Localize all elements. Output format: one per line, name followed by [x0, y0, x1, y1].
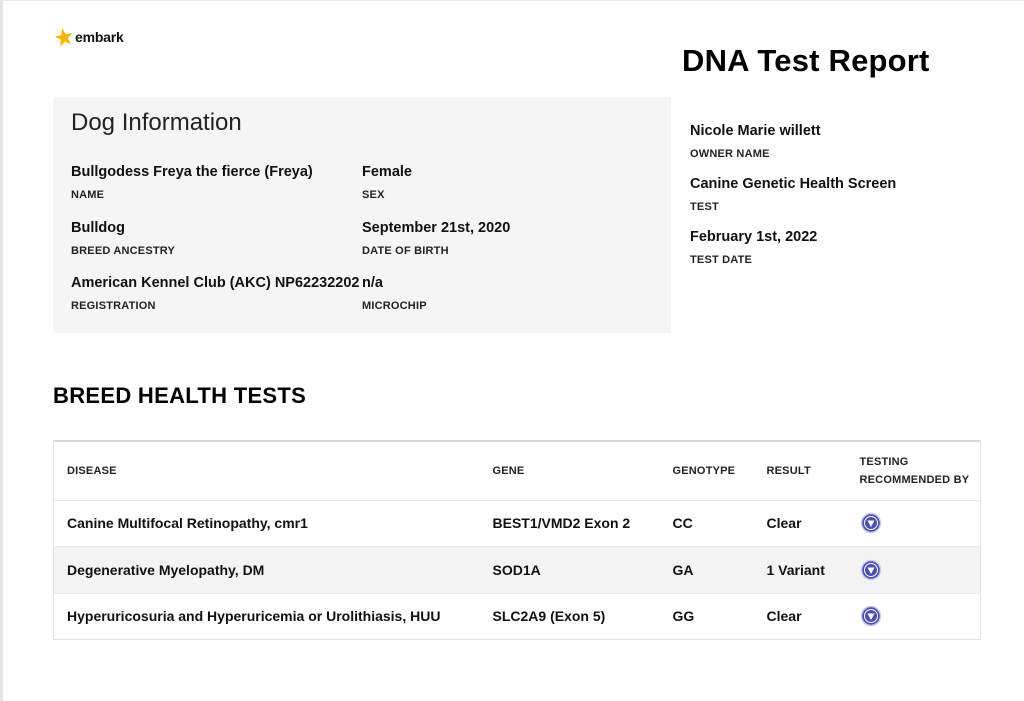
recommended-by-column-header: [860, 441, 981, 500]
test-date-field: [690, 229, 896, 266]
test-value: Canine Genetic Health Screen: [690, 176, 897, 192]
table-row: [54, 500, 981, 547]
registration-label: REGISTRATION: [71, 300, 156, 312]
recommended-by-cell: [860, 500, 981, 547]
breed-ancestry-field: [71, 220, 175, 257]
org-badge-icon: [860, 559, 882, 581]
registration-field: [71, 275, 360, 312]
table-row: [54, 547, 981, 594]
recommended-by-cell: [860, 593, 981, 640]
sex-value: Female: [362, 164, 412, 180]
disease-cell: Degenerative Myelopathy, DM: [54, 547, 493, 594]
genotype-cell: CC: [673, 500, 767, 547]
sex-label: SEX: [362, 189, 385, 201]
test-date-label: TEST DATE: [690, 254, 753, 266]
recommended-by-line1: TESTING: [859, 455, 909, 468]
dog-information-title: Dog Information: [71, 109, 242, 136]
disease-column-header: DISEASE: [54, 441, 493, 500]
disease-cell: Canine Multifocal Retinopathy, cmr1: [54, 500, 493, 547]
dog-name-label: NAME: [71, 189, 105, 201]
microchip-value: n/a: [362, 275, 383, 291]
breed-health-tests-title: BREED HEALTH TESTS: [53, 383, 307, 408]
registration-value: American Kennel Club (AKC) NP62232202: [71, 275, 360, 291]
microchip-label: MICROCHIP: [362, 300, 427, 312]
test-date-value: February 1st, 2022: [690, 229, 818, 245]
dog-name-value: Bullgodess Freya the fierce (Freya): [71, 164, 313, 180]
dog-name-field: [71, 164, 313, 201]
date-of-birth-value: September 21st, 2020: [362, 220, 511, 236]
embark-logo: [54, 27, 124, 47]
gene-cell: SOD1A: [493, 547, 673, 594]
owner-name-value: Nicole Marie willett: [690, 123, 821, 139]
org-badge-icon: [860, 605, 882, 627]
table-row: [54, 593, 981, 640]
logo-text: embark: [75, 29, 124, 45]
date-of-birth-field: [362, 220, 510, 257]
sex-field: [362, 164, 412, 201]
genotype-cell: GA: [673, 547, 767, 594]
owner-name-label: OWNER NAME: [690, 148, 770, 160]
microchip-field: [362, 275, 427, 312]
dog-information-panel: [53, 97, 671, 333]
gene-cell: BEST1/VMD2 Exon 2: [493, 500, 673, 547]
disease-cell: Hyperuricosuria and Hyperuricemia or Urolithiasis, HUU: [54, 593, 493, 640]
genotype-column-header: GENOTYPE: [673, 441, 767, 500]
star-icon: [54, 27, 74, 47]
test-field: [690, 176, 896, 213]
table-header-row: [54, 441, 981, 500]
result-column-header: RESULT: [767, 441, 860, 500]
result-cell: 1 Variant: [767, 547, 860, 594]
recommended-by-cell: [860, 547, 981, 594]
org-badge-icon: [860, 512, 882, 534]
gene-cell: SLC2A9 (Exon 5): [493, 593, 673, 640]
genotype-cell: GG: [673, 593, 767, 640]
recommended-by-line2: RECOMMENDED BY: [859, 473, 970, 486]
result-cell: Clear: [767, 500, 860, 547]
breed-ancestry-value: Bulldog: [71, 220, 125, 236]
owner-name-field: [690, 123, 896, 160]
date-of-birth-label: DATE OF BIRTH: [362, 245, 449, 257]
result-cell: Clear: [767, 593, 860, 640]
test-information: [690, 123, 896, 282]
test-label: TEST: [690, 201, 719, 213]
report-title: DNA Test Report: [682, 43, 930, 78]
breed-health-tests-table: [53, 440, 981, 640]
gene-column-header: GENE: [493, 441, 673, 500]
breed-ancestry-label: BREED ANCESTRY: [71, 245, 176, 257]
